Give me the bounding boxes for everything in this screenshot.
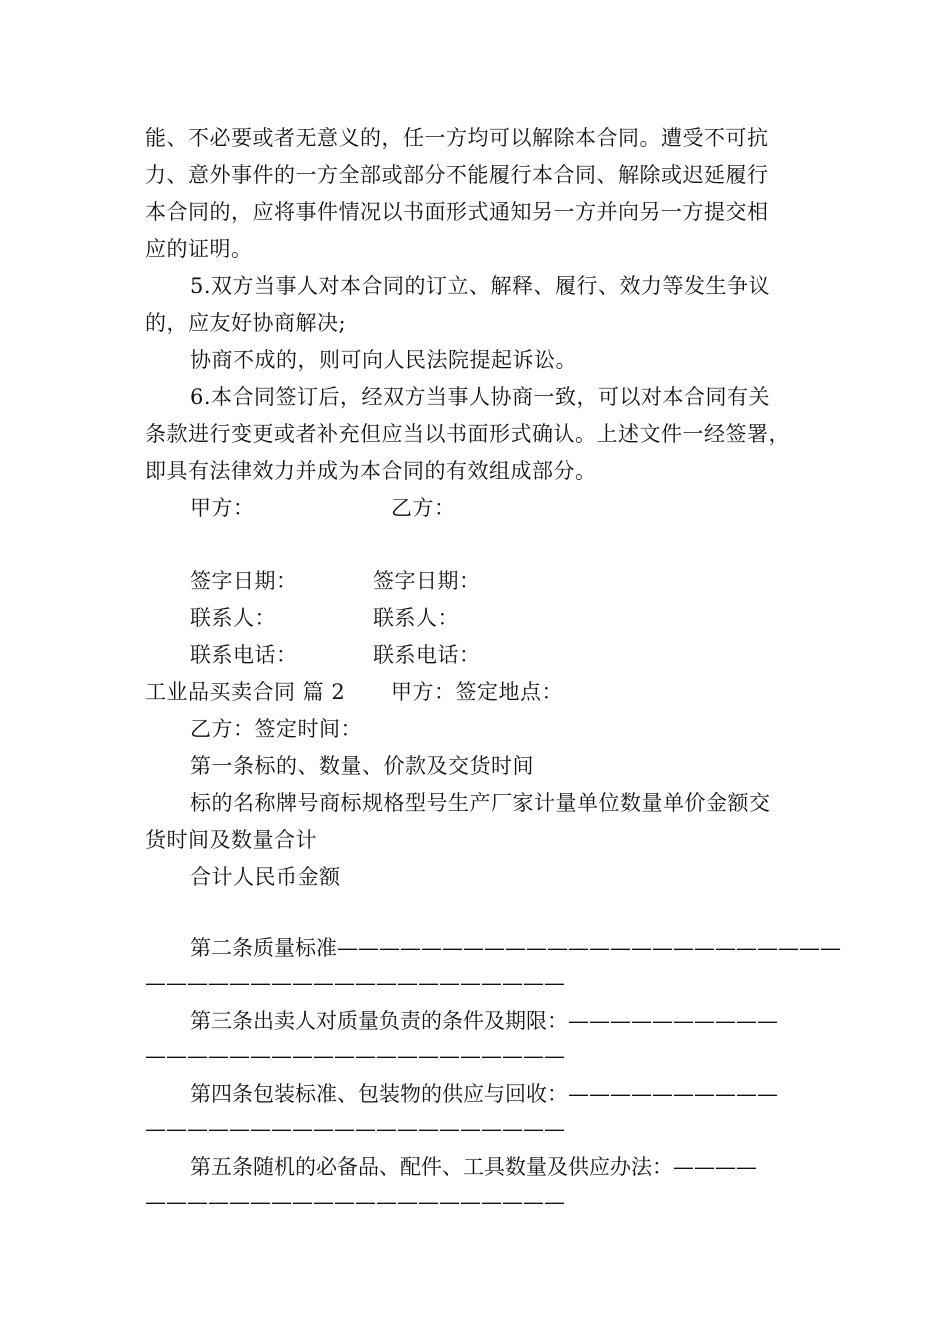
article-4-blank-line: ————————————————————: [145, 1117, 565, 1141]
sign-date-b: 签字日期：: [373, 569, 481, 593]
contract-2-title: 工业品买卖合同 篇 2: [145, 680, 346, 704]
paragraph-line: 应的证明。: [145, 237, 253, 261]
party-b-time: 乙方：签定时间：: [190, 717, 362, 741]
contact-a: 联系人：: [190, 606, 276, 630]
party-a-label: 甲方：: [190, 496, 255, 520]
article-5-blank-line: ————————————————————: [145, 1190, 565, 1214]
paragraph-line: 能、不必要或者无意义的，任一方均可以解除本合同。遭受不可抗: [145, 126, 769, 150]
paragraph-line: 力、意外事件的一方全部或部分不能履行本合同、解除或迟延履行: [145, 163, 769, 187]
clause-6-line: 6.本合同签订后，经双方当事人协商一致，可以对本合同有关: [190, 385, 771, 409]
clause-5-line: 的，应友好协商解决;: [145, 311, 347, 335]
paragraph-line: 本合同的，应将事件情况以书面形式通知另一方并向另一方提交相: [145, 200, 769, 224]
clause-6-line: 即具有法律效力并成为本合同的有效组成部分。: [145, 459, 597, 483]
phone-a: 联系电话：: [190, 643, 298, 667]
clause-5-line: 协商不成的，则可向人民法院提起诉讼。: [190, 348, 577, 372]
contact-b: 联系人：: [373, 606, 459, 630]
clause-5-line: 5.双方当事人对本合同的订立、解释、履行、效力等发生争议: [190, 274, 771, 298]
party-b-label: 乙方：: [391, 496, 456, 520]
article-4-heading: 第四条包装标准、包装物的供应与回收：——————————: [190, 1082, 778, 1106]
article-2-blank-line: ————————————————————: [145, 971, 565, 995]
sign-date-a: 签字日期：: [190, 569, 298, 593]
party-a-place: 甲方：签定地点：: [391, 680, 563, 704]
table-header-line: 货时间及数量合计: [145, 828, 317, 852]
article-2-heading: 第二条质量标准————————————————————————: [190, 936, 841, 960]
total-rmb-label: 合计人民币金额: [190, 865, 341, 889]
article-3-heading: 第三条出卖人对质量负责的条件及期限：——————————: [190, 1009, 778, 1033]
article-3-blank-line: ————————————————————: [145, 1044, 565, 1068]
article-1-heading: 第一条标的、数量、价款及交货时间: [190, 754, 534, 778]
phone-b: 联系电话：: [373, 643, 481, 667]
article-5-heading: 第五条随机的必备品、配件、工具数量及供应办法：————: [190, 1155, 757, 1179]
clause-6-line: 条款进行变更或者补充但应当以书面形式确认。上述文件一经签署，: [145, 422, 790, 446]
table-header-line: 标的名称牌号商标规格型号生产厂家计量单位数量单价金额交: [190, 791, 771, 815]
